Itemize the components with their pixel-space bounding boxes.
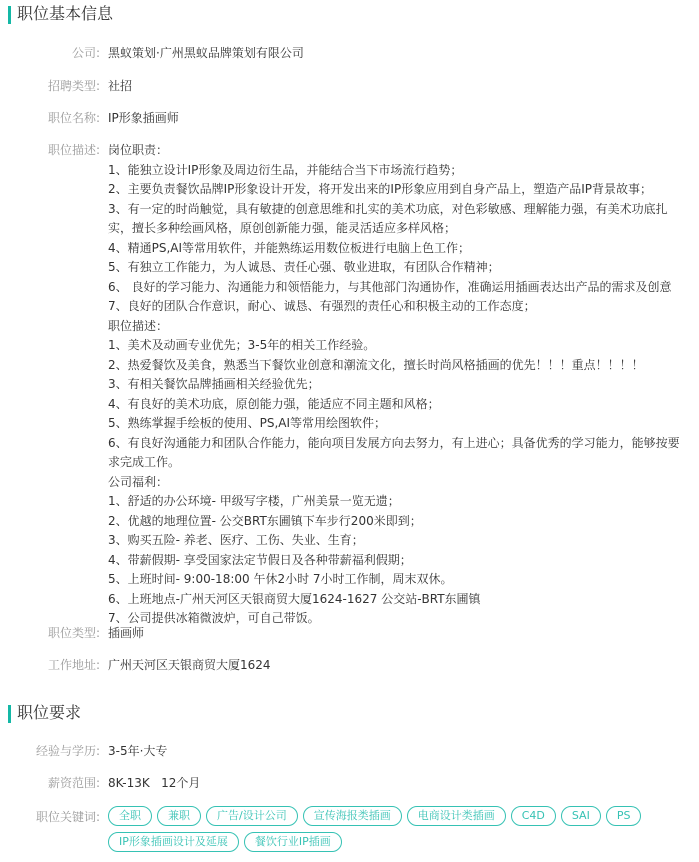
desc-line: 1、美术及动画专业优先；3-5年的相关工作经验。 bbox=[108, 338, 376, 352]
desc-line: 4、有良好的美术功底，原创能力强，能适应不同主题和风格； bbox=[108, 396, 440, 411]
desc-line: 3、购买五险- 养老、医疗、工伤、失业、生育； bbox=[108, 533, 364, 547]
keyword-tag[interactable]: 电商设计类插画 bbox=[407, 806, 506, 826]
desc-line: 7、公司提供冰箱微波炉，可自己带饭。 bbox=[108, 611, 320, 625]
keyword-tag[interactable]: IP形象插画设计及延展 bbox=[108, 832, 239, 852]
desc-line: 1、能独立设计IP形象及周边衍生品，并能结合当下市场流行趋势； bbox=[108, 162, 463, 177]
desc-line: 5、有独立工作能力，为人诚恳、责任心强、敬业进取，有团队合作精神； bbox=[108, 260, 500, 274]
salary-row bbox=[0, 774, 699, 792]
desc-line: 6、 良好的学习能力、沟通能力和领悟能力，与其他部门沟通协作，准确运用插画表达出产品的需求及创意 bbox=[108, 279, 672, 294]
position-type-row bbox=[0, 624, 699, 642]
desc-line: 1、舒适的办公环境- 甲级写字楼，广州美景一览无遗； bbox=[108, 494, 400, 508]
basic-info-header bbox=[0, 4, 699, 26]
work-address-label: 工作地址: bbox=[47, 658, 100, 672]
keyword-tag[interactable]: 宣传海报类插画 bbox=[303, 806, 402, 826]
desc-line: 2、主要负责餐饮品牌IP形象设计开发，将开发出来的IP形象应用到自身产品上，塑造产品IP背景故事； bbox=[108, 182, 652, 196]
keyword-tag[interactable]: SAI bbox=[561, 806, 601, 826]
experience-label: 经验与学历: bbox=[35, 744, 100, 758]
recruit-type-value: 社招 bbox=[108, 79, 133, 93]
section-accent-bar bbox=[8, 6, 11, 24]
position-type-value: 插画师 bbox=[108, 626, 145, 640]
desc-line: 6、上班地点-广州天河区天银商贸大厦1624-1627 公交站-BRT东圃镇 bbox=[108, 591, 481, 606]
section-accent-bar-req bbox=[8, 705, 11, 723]
recruit-type-label: 招聘类型: bbox=[47, 79, 100, 93]
desc-line: 3、有一定的时尚触觉，具有敏捷的创意思维和扎实的美术功底，对色彩敏感、理解能力强，有美术功底扎实，擅长多种绘画风格，原创创新能力强，能灵活适应多样风格； bbox=[108, 201, 668, 235]
position-name-value: IP形象插画师 bbox=[108, 111, 179, 125]
desc-line: 7、良好的团队合作意识，耐心、诚恳、有强烈的责任心和积极主动的工作态度； bbox=[108, 299, 536, 313]
keyword-tag[interactable]: 兼职 bbox=[157, 806, 201, 826]
requirements-header bbox=[0, 703, 699, 725]
section-title-basic: 职位基本信息 bbox=[17, 4, 114, 23]
keyword-tag[interactable]: 餐饮行业IP插画 bbox=[244, 832, 342, 852]
recruit-type-row bbox=[0, 77, 699, 95]
work-address-row bbox=[0, 656, 699, 674]
keyword-tag[interactable]: PS bbox=[606, 806, 642, 826]
desc-line: 3、有相关餐饮品牌插画相关经验优先； bbox=[108, 377, 320, 391]
experience-value: 3-5年·大专 bbox=[108, 744, 168, 758]
keyword-tag[interactable]: 全职 bbox=[108, 806, 152, 826]
company-label: 公司: bbox=[71, 46, 100, 60]
salary-label: 薪资范围: bbox=[47, 776, 100, 790]
desc-line: 职位描述： bbox=[108, 318, 169, 333]
desc-line: 岗位职责： bbox=[108, 143, 169, 157]
work-address-value: 广州天河区天银商贸大厦1624 bbox=[108, 658, 271, 672]
company-value: 黑蚁策划·广州黑蚁品牌策划有限公司 bbox=[108, 46, 304, 60]
position-desc-label: 职位描述: bbox=[47, 143, 100, 157]
desc-line: 5、上班时间- 9:00-18:00 午休2小时 7小时工作制，周末双休。 bbox=[108, 572, 453, 586]
keyword-tag[interactable]: C4D bbox=[511, 806, 556, 826]
position-name-label: 职位名称: bbox=[47, 111, 100, 125]
desc-line: 6、有良好沟通能力和团队合作能力，能向项目发展方向去努力，有上进心；具备优秀的学习能力，能够按要求完成工作。 bbox=[108, 435, 680, 469]
desc-line: 2、优越的地理位置- 公交BRT东圃镇下车步行200米即到； bbox=[108, 513, 422, 528]
salary-value: 8K-13K 12个月 bbox=[108, 776, 201, 790]
keyword-tags bbox=[108, 806, 688, 858]
desc-line: 5、熟练掌握手绘板的使用、PS,AI等常用绘图软件； bbox=[108, 416, 387, 430]
desc-line: 2、热爱餐饮及美食，熟悉当下餐饮业创意和潮流文化，擅长时尚风格插画的优先！！！重点！！！！ bbox=[108, 357, 644, 372]
position-desc-text bbox=[108, 141, 688, 629]
experience-row bbox=[0, 742, 699, 760]
section-title-requirements: 职位要求 bbox=[17, 703, 82, 722]
position-name-row bbox=[0, 109, 699, 127]
keyword-tag[interactable]: 广告/设计公司 bbox=[206, 806, 298, 826]
desc-line: 4、精通PS,AI等常用软件，并能熟练运用数位板进行电脑上色工作； bbox=[108, 240, 471, 255]
position-type-label: 职位类型: bbox=[47, 626, 100, 640]
desc-line: 公司福利： bbox=[108, 474, 169, 489]
keywords-label: 职位关键词: bbox=[35, 810, 100, 824]
desc-line: 4、带薪假期- 享受国家法定节假日及各种带薪福利假期； bbox=[108, 552, 412, 567]
company-row bbox=[0, 44, 699, 62]
